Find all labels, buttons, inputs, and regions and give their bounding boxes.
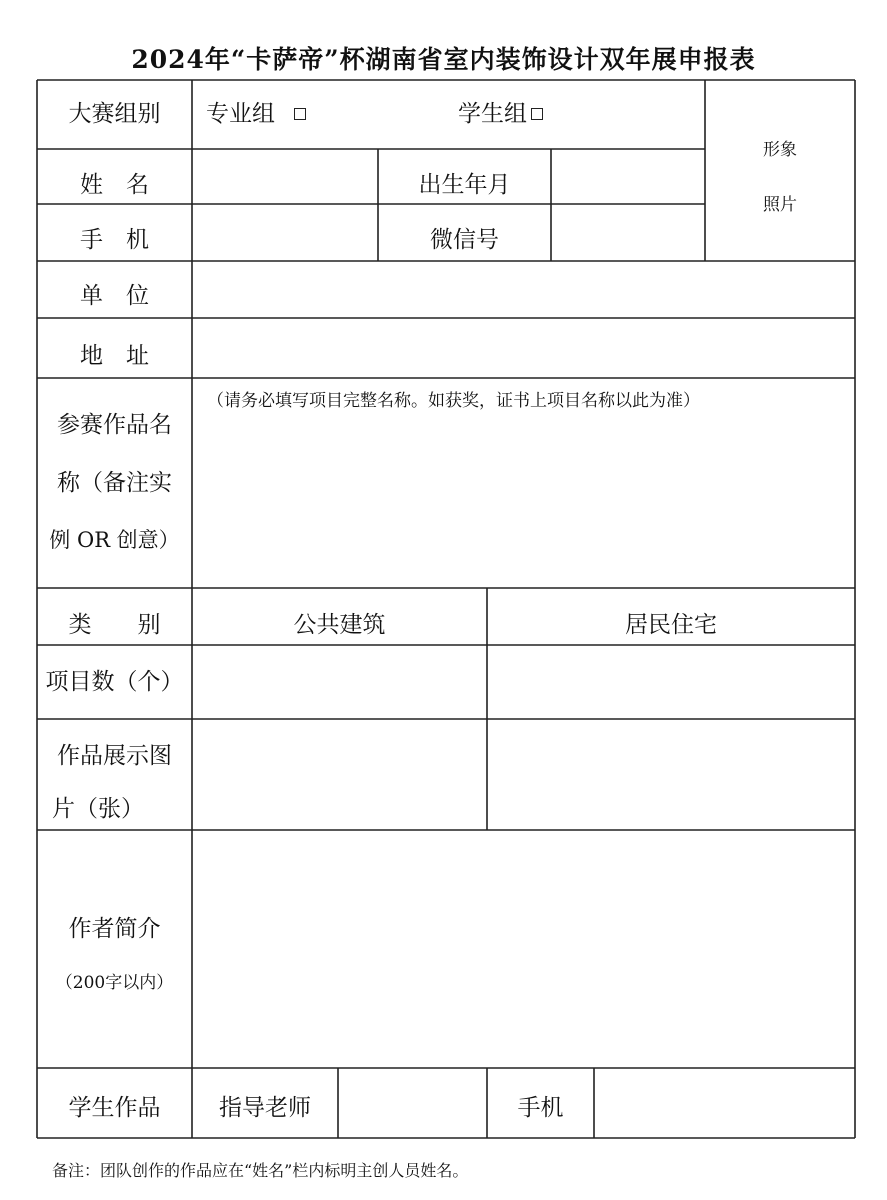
phone-field[interactable]	[193, 205, 377, 260]
work-name-label-line1: 参赛作品名	[57, 412, 172, 438]
images-label-line2: 片（张）	[52, 796, 144, 822]
birth-field[interactable]	[552, 150, 704, 203]
project-count-residential-field[interactable]	[488, 646, 854, 718]
teacher-field[interactable]	[339, 1069, 486, 1137]
bio-label: 作者简介	[68, 916, 161, 942]
work-name-hint: （请务必填写项目完整名称。如获奖，证书上项目名称以此为准）	[207, 391, 700, 411]
unit-label: 单 位	[80, 283, 149, 309]
option-pro-checkbox[interactable]	[294, 108, 306, 120]
wechat-field[interactable]	[552, 205, 704, 260]
unit-field[interactable]	[193, 262, 854, 317]
address-field[interactable]	[193, 319, 854, 377]
group-label: 大赛组别	[68, 101, 161, 127]
option-student[interactable]	[458, 103, 543, 126]
category-residential: 居民住宅	[625, 612, 717, 638]
option-pro-label: 专业组	[206, 101, 275, 127]
address-label: 地 址	[80, 343, 149, 369]
work-name-field[interactable]	[193, 420, 854, 586]
teacher-phone-field[interactable]	[595, 1069, 854, 1137]
teacher-phone-label: 手机	[517, 1095, 564, 1121]
option-student-checkbox[interactable]	[531, 108, 543, 120]
category-label: 类 别	[68, 612, 161, 638]
project-count-public-field[interactable]	[193, 646, 486, 718]
project-count-label: 项目数（个）	[45, 669, 184, 695]
images-label-line1: 作品展示图	[57, 743, 172, 769]
images-public-field[interactable]	[193, 720, 486, 829]
form-title: 2024年“卡萨帝”杯湖南省室内装饰设计双年展申报表	[131, 45, 756, 74]
bio-field[interactable]	[193, 831, 854, 1067]
work-name-label-line2: 称（备注实	[57, 470, 172, 496]
option-student-label: 学生组	[458, 101, 527, 127]
images-residential-field[interactable]	[488, 720, 854, 829]
student-work-label: 学生作品	[68, 1095, 161, 1121]
option-pro[interactable]	[206, 103, 306, 126]
footnote: 备注：团队创作的作品应在“姓名”栏内标明主创人员姓名。	[52, 1161, 469, 1180]
wechat-label: 微信号	[430, 227, 499, 253]
birth-label: 出生年月	[418, 172, 511, 198]
photo-label-line2: 照片	[763, 195, 797, 215]
photo-label-line1: 形象	[763, 140, 797, 160]
category-public: 公共建筑	[293, 612, 386, 638]
photo-area[interactable]	[706, 81, 854, 260]
name-label: 姓 名	[80, 172, 149, 198]
bio-limit: （200字以内）	[55, 973, 174, 993]
phone-label: 手 机	[80, 227, 149, 253]
work-name-label-line3: 例 OR 创意）	[49, 528, 180, 552]
teacher-label: 指导老师	[219, 1095, 311, 1121]
name-field[interactable]	[193, 150, 377, 203]
